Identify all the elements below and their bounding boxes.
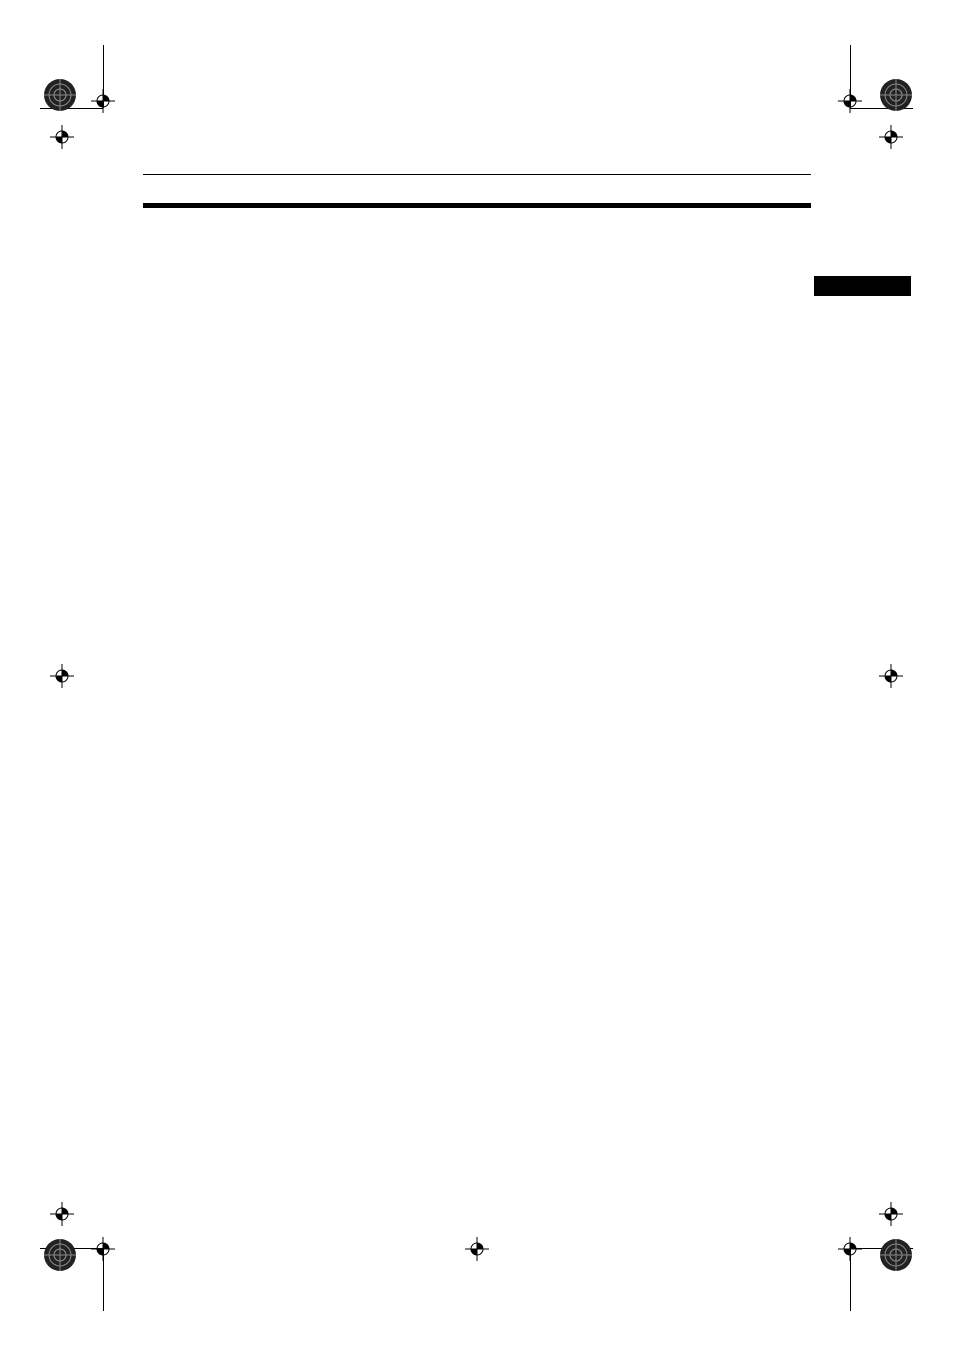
crosshair-icon: [91, 1237, 115, 1261]
registration-rosette-icon: [878, 77, 914, 113]
header-rule: [143, 174, 811, 175]
crosshair-icon: [50, 1202, 74, 1226]
crosshair-icon: [879, 1202, 903, 1226]
crosshair-icon: [879, 664, 903, 688]
crosshair-icon: [838, 1237, 862, 1261]
crosshair-icon: [50, 125, 74, 149]
crosshair-icon: [50, 664, 74, 688]
registration-rosette-icon: [42, 1237, 78, 1273]
registration-rosette-icon: [878, 1237, 914, 1273]
registration-rosette-icon: [42, 77, 78, 113]
language-tab: [814, 276, 911, 296]
crosshair-icon: [879, 125, 903, 149]
crosshair-icon: [838, 89, 862, 113]
title-rule: [143, 203, 811, 208]
crosshair-icon: [91, 89, 115, 113]
crosshair-icon: [465, 1237, 489, 1261]
